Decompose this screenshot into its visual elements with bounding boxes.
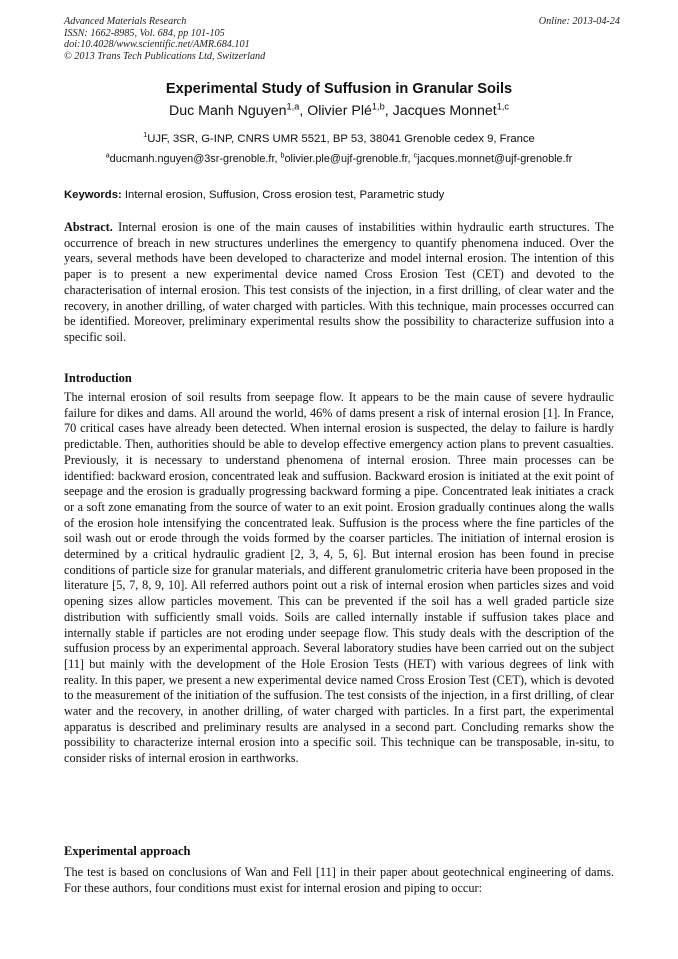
journal-header	[64, 16, 620, 62]
author-sup: 1,b	[371, 101, 385, 112]
author-sep: ,	[384, 103, 393, 119]
author-sep: ,	[299, 103, 308, 119]
journal-name: Advanced Materials Research	[64, 16, 187, 27]
author-sup: 1,a	[286, 101, 300, 112]
section-heading-introduction: Introduction	[64, 371, 132, 385]
affiliation-sup: 1	[143, 130, 148, 140]
email-sep: ,	[407, 153, 414, 165]
abstract-label: Abstract.	[64, 220, 113, 234]
introduction-text: The internal erosion of soil results from seepage flow. It appears to be the main cause of severe hydraulic failure for dikes and dams. All around the world, 46% of dams present a risk of internal erosion [1]. In France, 70 critical cases have already been detected. When internal erosion is suspected, the delay to failure is hardly predictable. Then, authorities should be able to develop effective emergency action plans to prevent casualties. Previously, it is necessary to understand phenomena of internal erosion. Three main processes can be identified: backward erosion, concentrated leak and suffusion. Backward erosion is initiated at the exit point of seepage and the erosion is gradually progressing backward forming a pipe. Concentrated leak initiates a crack or a soft zone emanating from the source of water to an exit point. Erosion gradually continues along the walls of the erosion hole intensifying the concentrated leak. Suffusion is the process where the fine particles of the soil wash out or erode through the voids formed by the coarser particles. The initiation of internal erosion is determined by a critical hydraulic gradient [2, 3, 4, 5, 6]. But internal erosion has been found in precise conditions of particle size for granular materials, and different granulometric criteria have been proposed in the literature [5, 7, 8, 9, 10]. All referred authors point out a risk of internal erosion when particles sizes and void opening sizes allow particles movement. This can be prevented if the soil has a well graded particle size distribution with sufficiently small voids. Soils are called internally instable if suffusion takes place and internally stable if particles are not eroding under seepage flow. This study deals with the description of the suffusion process by an experimental approach. Several laboratory studies have been carried out on the subject [11] but mainly with the development of the Hole Erosion Tests (HET) with various degrees of link with reality. In this paper, we present a new experimental device named Cross Erosion Test (CET), which is devoted to the measurement of the initiation of the suffusion. The test consists of the injection, in a first drilling, of clear water and the recovery, in another drilling, of water charged with particles. In a first part, the experimental apparatus is described and preliminary results are analysed in a second part. Concluding remarks show the possibility to characterize internal erosion into a specific soil. This technique can be transposable, in-situ, to consider risks of internal erosion in earthworks.	[64, 390, 614, 766]
author-name: Duc Manh Nguyen	[168, 103, 287, 119]
abstract	[64, 220, 614, 346]
doi-line: doi:10.4028/www.scientific.net/AMR.684.101	[64, 39, 250, 50]
copyright-line: © 2013 Trans Tech Publications Ltd, Switzerland	[64, 50, 266, 62]
keywords	[64, 189, 620, 201]
section-heading-experimental-approach: Experimental approach	[64, 844, 191, 858]
abstract-text: Internal erosion is one of the main causes of instabilities within hydraulic earth structures. The occurrence of breach in new structures underlines the emergency to quantify phenomena induced. Over the years, several methods have been developed to characterize and model internal erosion. The intention of this paper is to present a new experimental device named Cross Erosion Test (CET) and devoted to the characterisation of internal erosion. This test consists of the injection, in a first drilling, of clear water and the recovery, in another drilling, of water charged with particles. With this technique, main processes occurred can be identified. Moreover, preliminary experimental results show the possibility to characterize suffusion into a specific soil.	[64, 220, 614, 344]
experimental-approach-text: The test is based on conclusions of Wan and Fell [11] in their paper about geotechnical engineering of dams. For these authors, four conditions must exist for internal erosion and piping to occur:	[64, 865, 614, 895]
affiliation	[0, 130, 678, 145]
email-sup: c	[413, 151, 418, 160]
email-link[interactable]: jacques.monnet@ujf-grenoble.fr	[417, 153, 573, 165]
email-sup: a	[105, 151, 110, 160]
issn-line: ISSN: 1662-8985, Vol. 684, pp 101-105	[64, 27, 225, 39]
author-sup: 1,c	[496, 101, 510, 112]
email-sup: b	[280, 151, 285, 160]
email-link[interactable]: ducmanh.nguyen@3sr-grenoble.fr	[109, 153, 275, 165]
author-name: Olivier Plé	[307, 103, 372, 119]
author-name: Jacques Monnet	[392, 103, 497, 119]
author-list	[0, 103, 678, 119]
keywords-label: Keywords:	[64, 189, 122, 201]
keywords-text: Internal erosion, Suffusion, Cross erosion test, Parametric study	[124, 189, 445, 201]
online-date: Online: 2013-04-24	[538, 16, 620, 27]
email-list	[0, 153, 678, 165]
paper-title: Experimental Study of Suffusion in Granular Soils	[165, 81, 513, 97]
email-sep: ,	[274, 153, 281, 165]
email-link[interactable]: olivier.ple@ujf-grenoble.fr	[284, 153, 408, 165]
affiliation-text: UJF, 3SR, G-INP, CNRS UMR 5521, BP 53, 38041 Grenoble cedex 9, France	[147, 133, 535, 145]
